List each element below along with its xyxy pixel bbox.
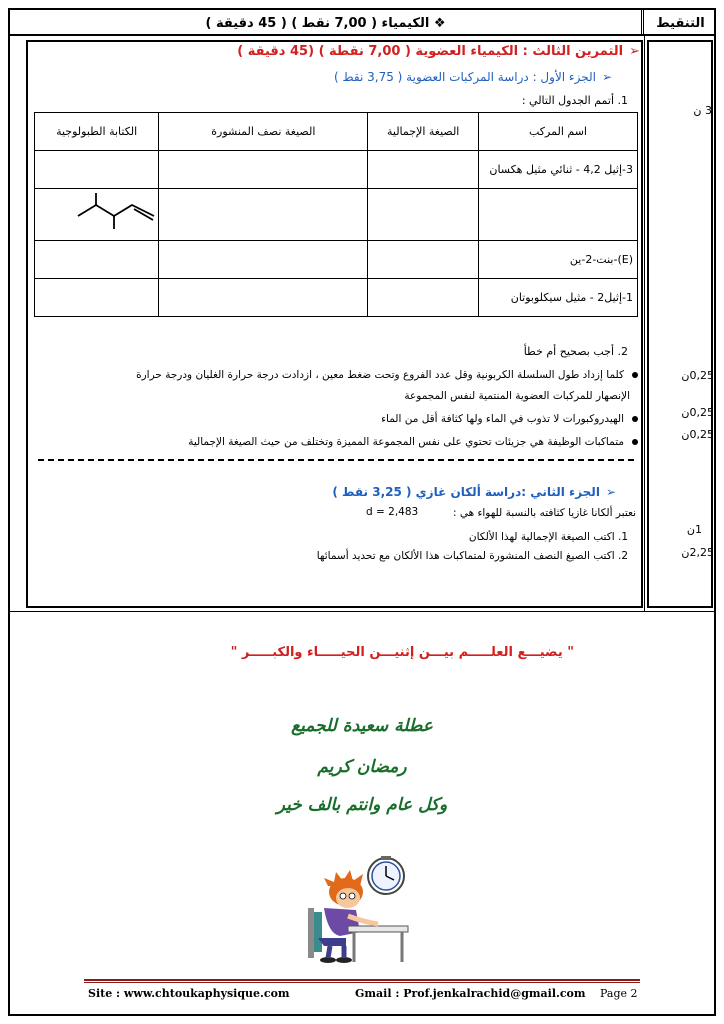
table-row (35, 279, 638, 317)
footer-page-number: Page 2 (600, 987, 638, 1000)
col-header-molecular: الصيغة الإجمالية (368, 113, 479, 151)
footer-line (84, 982, 640, 983)
question-2: 2. أجب بصحيح أم خطأ (523, 345, 628, 358)
table-cell (35, 189, 159, 241)
part2-intro: نعتبر ألكانا غازيا كثافته بالنسبة للهواء هي : (452, 507, 636, 519)
part2-question-2: 2. اكتب الصيغ النصف المنشورة لمتماكبات هذا الألكان مع تحديد أسمائها (316, 550, 628, 562)
table-cell (35, 151, 159, 189)
wish-holiday: عطلة سعيدة للجميع (291, 716, 433, 736)
skeletal-formula-drawing (42, 189, 158, 237)
column-separator (644, 36, 645, 612)
table-cell: (E)-بنت-2-ين (478, 241, 637, 279)
dashed-divider (38, 459, 634, 461)
table-cell (35, 279, 159, 317)
statement-3: متماكبات الوظيفة هي جزيئات تحتوي على نفس المجموعة المميزة وتختلف من حيث الصيغة الإجمالية (188, 436, 638, 448)
table-cell (478, 189, 637, 241)
statement-1: كلما إزداد طول السلسلة الكربونية وقل عدد الفروع وتحت ضغط معين ، ازدادت درجة حرارة الغليان ودرجة حرارة (136, 369, 638, 381)
arrow-icon: ➢ (605, 485, 616, 499)
density-value: d = 2,483 (366, 506, 419, 518)
grading-box (647, 40, 713, 608)
section-divider (10, 611, 714, 612)
table-cell (368, 241, 479, 279)
table-cell: 3-إثيل 4,2 - ثنائي مثيل هكسان (478, 151, 637, 189)
col-header-name: اسم المركب (478, 113, 637, 151)
grade-statement-1: 0,25ن (681, 369, 714, 382)
header-title: ❖ الكيمياء ( 7,00 نقط ) ( 45 دقيقة ) (10, 10, 644, 36)
footer-site[interactable]: Site : www.chtoukaphysique.com (88, 987, 290, 1000)
table-cell (159, 189, 368, 241)
bullet-icon (632, 439, 638, 445)
col-header-semi-developed: الصيغة نصف المنشورة (159, 113, 368, 151)
grade-statement-2: 0,25ن (681, 406, 714, 419)
grade-part2-q2: 2,25ن (681, 546, 714, 559)
wish-new-year: وكل عام وانتم بالف خير (276, 795, 448, 815)
part2-question-1: 1. اكتب الصيغة الإجمالية لهذا الألكان (468, 531, 628, 543)
arrow-icon: ➢ (601, 70, 612, 84)
col-header-topological: الكتابة الطبولوجية (35, 113, 159, 151)
table-cell (159, 151, 368, 189)
grading-header: التنقيط (656, 15, 705, 31)
table-cell: 1-إثيل2 - مثيل سيكلوبوتان (478, 279, 637, 317)
part1-title: ➢الجزء الأول : دراسة المركبات العضوية ( 3,75 نقط ) (334, 70, 612, 84)
statement-2: الهيدروكبورات لا تذوب في الماء ولها كثافة أقل من الماء (381, 413, 638, 425)
table-cell (368, 279, 479, 317)
table-cell (35, 241, 159, 279)
exercise-title: ➢التمرين الثالث : الكيمياء العضوية ( 7,00 نقطة ) (45 دقيقة ) (237, 44, 640, 59)
question-1: 1. أتمم الجدول التالي : (521, 94, 628, 107)
footer-line (84, 979, 640, 981)
wish-ramadan: رمضان كريم (317, 757, 407, 777)
grade-statement-3: 0,25ن (681, 428, 714, 441)
table-header-row (35, 113, 638, 151)
table-cell (159, 241, 368, 279)
table-cell (368, 189, 479, 241)
compounds-table (34, 112, 638, 317)
student-clock-illustration (288, 856, 412, 966)
footer-gmail[interactable]: Gmail : Prof.jenkalrachid@gmail.com (355, 987, 586, 1000)
table-cell (159, 279, 368, 317)
table-cell (368, 151, 479, 189)
table-row (35, 151, 638, 189)
table-row (35, 241, 638, 279)
grade-q1: 3 ن (693, 104, 712, 117)
table-row (35, 189, 638, 241)
statement-1-cont: الإنصهار للمركبات العضوية المنتمية لنفس المجموعة (404, 390, 630, 402)
bullet-icon (632, 416, 638, 422)
arrow-icon: ➢ (629, 44, 640, 59)
part2-title: ➢الجزء الثاني :دراسة ألكان غازي ( 3,25 نقط ) (332, 485, 616, 499)
quote: " يضيـــع العلـــــم بيـــن إثنيـــن الحيـــــاء والكبـــــر " (230, 645, 574, 660)
bullet-icon (632, 372, 638, 378)
grade-part2-q1: 1ن (686, 523, 702, 536)
